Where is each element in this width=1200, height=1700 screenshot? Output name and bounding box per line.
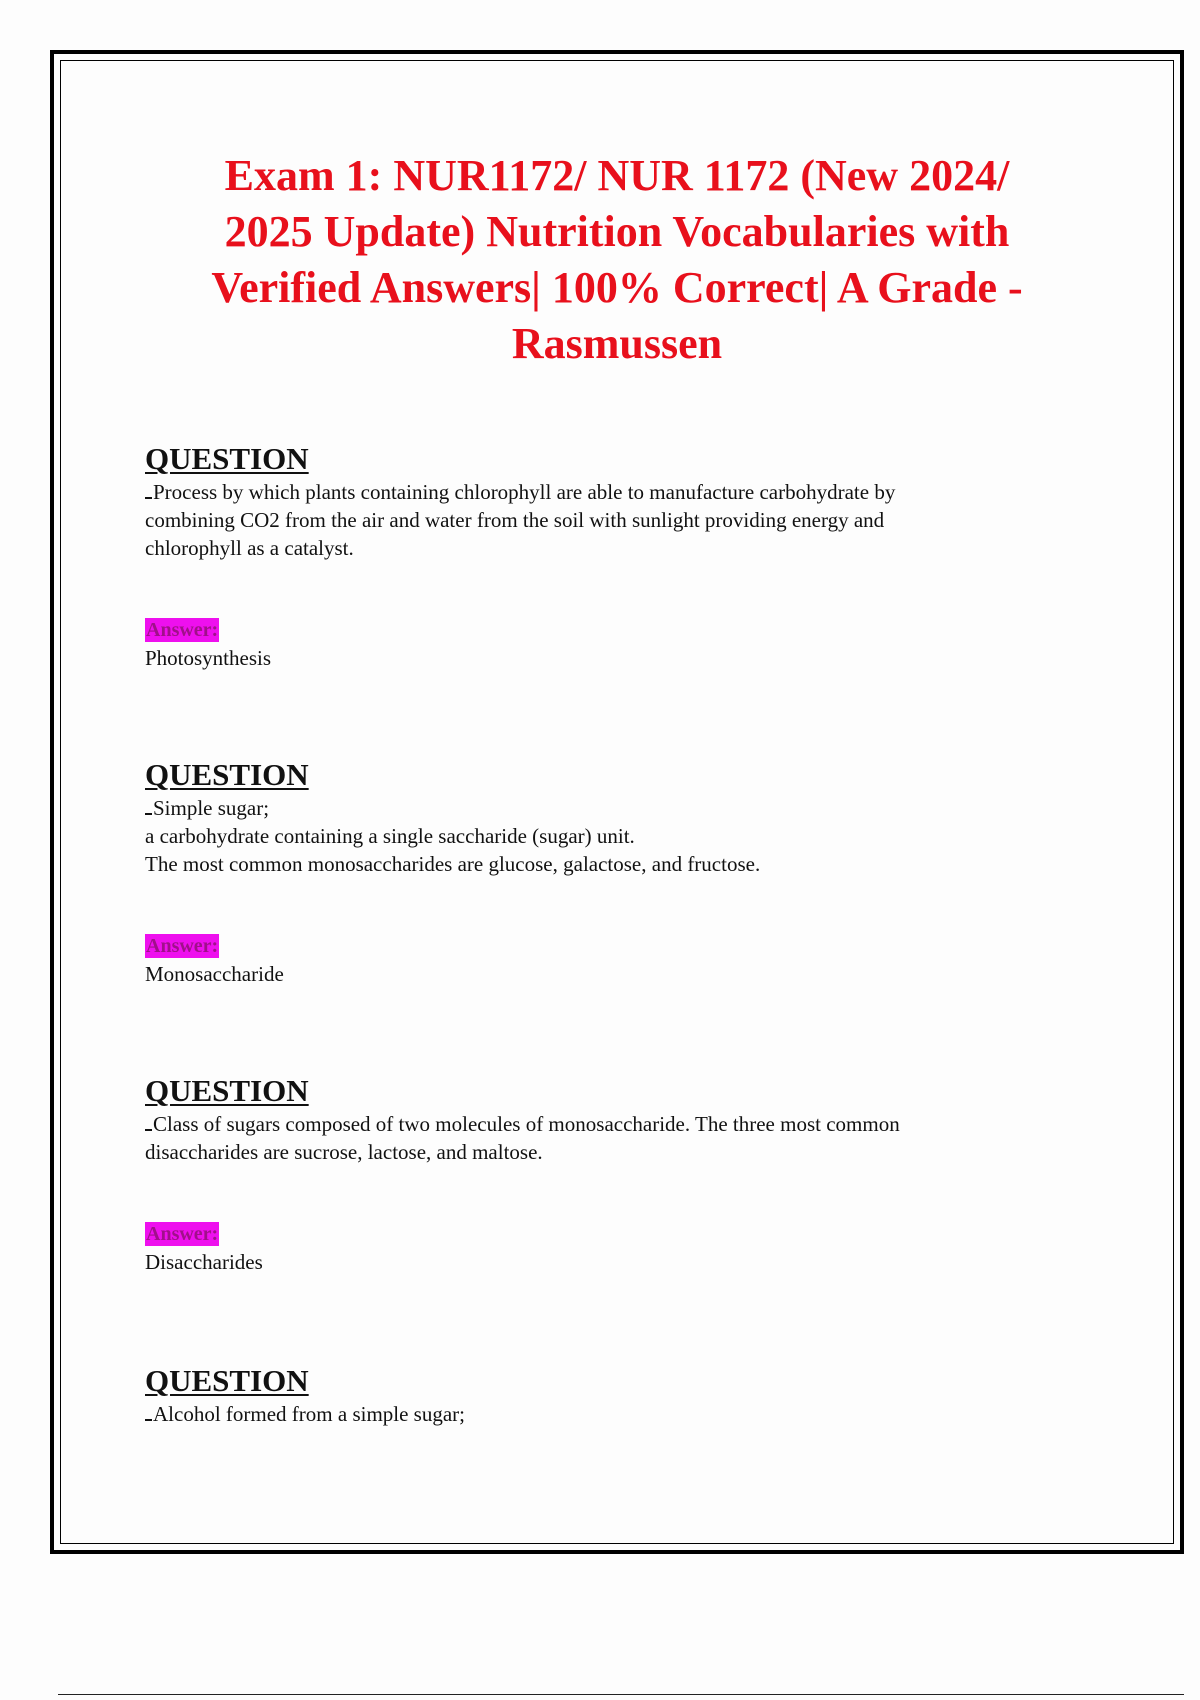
question-heading: QUESTION (145, 1073, 309, 1108)
question-line: a carbohydrate containing a single saccharide (sugar) unit. (145, 824, 635, 848)
answer-text: Disaccharides (145, 1250, 263, 1274)
question-line: disaccharides are sucrose, lactose, and maltose. (145, 1140, 543, 1164)
title-line: Exam 1: NUR1172/ NUR 1172 (New 2024/ (224, 151, 1010, 200)
qa-item (145, 1364, 1045, 1428)
question-line: combining CO2 from the air and water from the soil with sunlight providing energy and (145, 508, 885, 532)
question-text (145, 1400, 1045, 1428)
answer-label: Answer: (146, 1223, 219, 1245)
leading-underscore-mark (145, 812, 152, 815)
leading-underscore-mark (145, 1128, 152, 1131)
answer-text: Photosynthesis (145, 646, 272, 670)
question-line: Class of sugars composed of two molecules of monosaccharide. The three most common (145, 1110, 1045, 1138)
qa-item (145, 758, 1045, 878)
answer-block (145, 934, 1045, 988)
document-title (60, 148, 1174, 372)
question-text (145, 1110, 1045, 1166)
leading-underscore-mark (145, 1418, 152, 1421)
qa-item (145, 442, 1045, 562)
question-line: The most common monosaccharides are glucose, galactose, and fructose. (145, 852, 761, 876)
title-line: Rasmussen (511, 319, 723, 368)
title-line: Verified Answers| 100% Correct| A Grade - (211, 263, 1023, 312)
answer-text: Monosaccharide (145, 962, 284, 986)
qa-item (145, 1074, 1045, 1166)
question-heading: QUESTION (145, 1363, 309, 1398)
question-heading: QUESTION (145, 441, 309, 476)
question-line: Process by which plants containing chlorophyll are able to manufacture carbohydrate by (145, 478, 1045, 506)
answer-block (145, 1222, 1045, 1276)
question-line: Simple sugar; (145, 794, 1045, 822)
question-heading: QUESTION (145, 757, 309, 792)
answer-label: Answer: (146, 935, 219, 957)
title-line: 2025 Update) Nutrition Vocabularies with (224, 207, 1010, 256)
question-text (145, 478, 1045, 562)
question-line: Alcohol formed from a simple sugar; (145, 1400, 1045, 1428)
question-text (145, 794, 1045, 878)
question-line: chlorophyll as a catalyst. (145, 536, 354, 560)
answer-block (145, 618, 1045, 672)
leading-underscore-mark (145, 496, 152, 499)
answer-label: Answer: (146, 619, 219, 641)
footer-divider (58, 1694, 1184, 1695)
